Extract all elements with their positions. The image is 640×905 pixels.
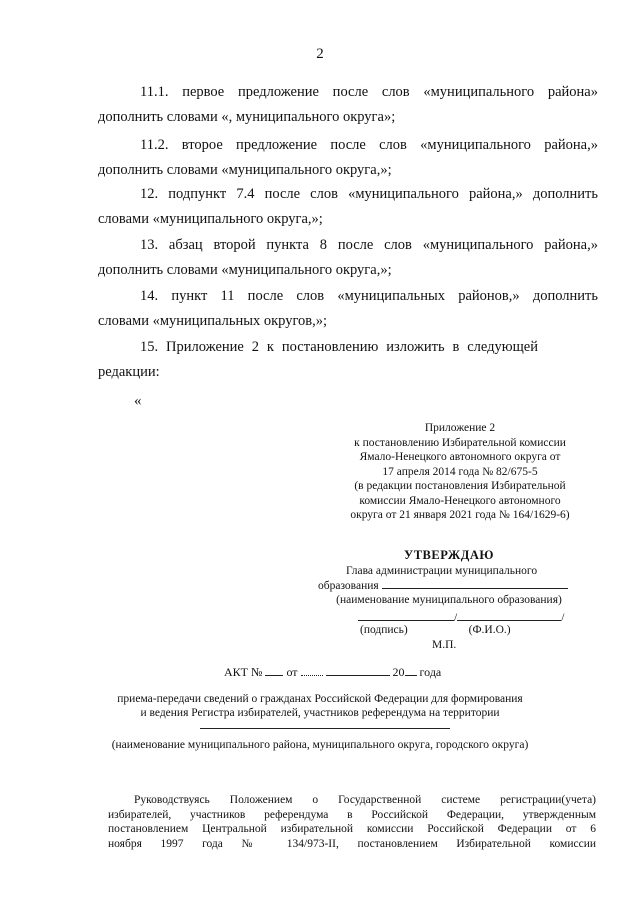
list-item bbox=[98, 133, 598, 183]
appendix-line: Ямало-Ненецкого автономного округа от bbox=[359, 451, 561, 463]
list-item bbox=[98, 182, 598, 232]
body-line: Руководствуясь Положением о Государственной системе регистрации(учета) bbox=[134, 794, 596, 806]
appendix-line: 17 апреля 2014 года № 82/675-5 bbox=[382, 465, 538, 478]
territory-caption: (наименование муниципального района, муниципального округа, городского округа) bbox=[111, 739, 529, 751]
opening-quote: « bbox=[134, 393, 142, 409]
territory-blank bbox=[200, 728, 450, 729]
act-day-blank bbox=[301, 665, 323, 676]
list-item bbox=[98, 80, 598, 130]
item-line: редакции: bbox=[98, 364, 160, 380]
approval-title: УТВЕРЖДАЮ bbox=[404, 548, 494, 562]
appendix-line: Приложение 2 bbox=[424, 422, 496, 434]
act-month-blank bbox=[326, 665, 390, 676]
item-line: дополнить словами «муниципального округа,»; bbox=[98, 162, 392, 178]
signature-row bbox=[358, 610, 568, 624]
item-line: 13. абзац второй пункта 8 после слов «муниципального района,» bbox=[140, 237, 598, 253]
list-item bbox=[98, 284, 598, 334]
transfer-line: приема-передачи сведений о гражданах Российской Федерации для формирования bbox=[117, 693, 523, 705]
approval-block bbox=[318, 548, 580, 607]
appendix-line: (в редакции постановления Избирательной bbox=[354, 480, 566, 492]
appendix-line: комиссии Ямало-Ненецкого автономного bbox=[359, 494, 561, 507]
list-item bbox=[98, 335, 538, 385]
act-year-suffix: года bbox=[419, 665, 442, 679]
item-line: словами «муниципального округа,»; bbox=[98, 211, 323, 227]
approval-label: образования bbox=[318, 580, 379, 592]
municipality-blank bbox=[382, 578, 568, 589]
signature-blank bbox=[358, 610, 454, 621]
approval-position: Глава администрации муниципального bbox=[346, 565, 538, 577]
appendix-line: округа от 21 января 2021 года № 164/1629-6) bbox=[350, 509, 570, 521]
item-line: дополнить словами «муниципального округа,»; bbox=[98, 262, 392, 278]
body-line: постановлением Центральной избирательной комиссии Российской Федерации от 6 bbox=[108, 823, 596, 835]
approval-municipality-row bbox=[318, 578, 580, 593]
fio-label: (Ф.И.О.) bbox=[468, 624, 511, 636]
act-label: АКТ № bbox=[224, 665, 263, 679]
item-line: дополнить словами «, муниципального округа»; bbox=[98, 109, 396, 125]
list-item bbox=[98, 233, 598, 283]
item-line: 12. подпункт 7.4 после слов «муниципального района,» дополнить bbox=[140, 186, 598, 202]
stamp-place: М.П. bbox=[432, 639, 457, 651]
item-line: 15. Приложение 2 к постановлению изложить в следующей bbox=[140, 339, 538, 355]
approval-caption: (наименование муниципального образования) bbox=[336, 594, 562, 606]
body-line: ноября 1997 года № 134/973-II, постановлением Избирательной комиссии bbox=[108, 837, 596, 850]
act-title-row bbox=[224, 665, 441, 680]
act-year-blank bbox=[405, 665, 417, 676]
fio-slash: / bbox=[561, 612, 565, 624]
appendix-header bbox=[330, 421, 590, 523]
item-line: 11.2. второе предложение после слов «муниципального района,» bbox=[140, 137, 598, 153]
body-paragraph bbox=[108, 793, 596, 851]
body-line: избирателей, участников референдума в Российской Федерации, утвержденным bbox=[108, 808, 596, 821]
signature-label: (подпись) bbox=[360, 624, 408, 636]
fio-blank bbox=[457, 610, 561, 621]
signature-slash: / bbox=[454, 612, 458, 624]
page-number: 2 bbox=[316, 46, 324, 62]
act-number-blank bbox=[265, 665, 283, 676]
signature-labels bbox=[360, 624, 580, 636]
item-line: 14. пункт 11 после слов «муниципальных районов,» дополнить bbox=[140, 288, 598, 304]
transfer-line: и ведения Регистра избирателей, участников референдума на территории bbox=[140, 707, 500, 719]
appendix-line: к постановлению Избирательной комиссии bbox=[354, 436, 566, 449]
act-from-label: от bbox=[286, 665, 298, 679]
item-line: словами «муниципальных округов,»; bbox=[98, 313, 328, 329]
item-line: 11.1. первое предложение после слов «муниципального района» bbox=[140, 84, 598, 100]
act-year-prefix: 20 bbox=[392, 665, 405, 679]
